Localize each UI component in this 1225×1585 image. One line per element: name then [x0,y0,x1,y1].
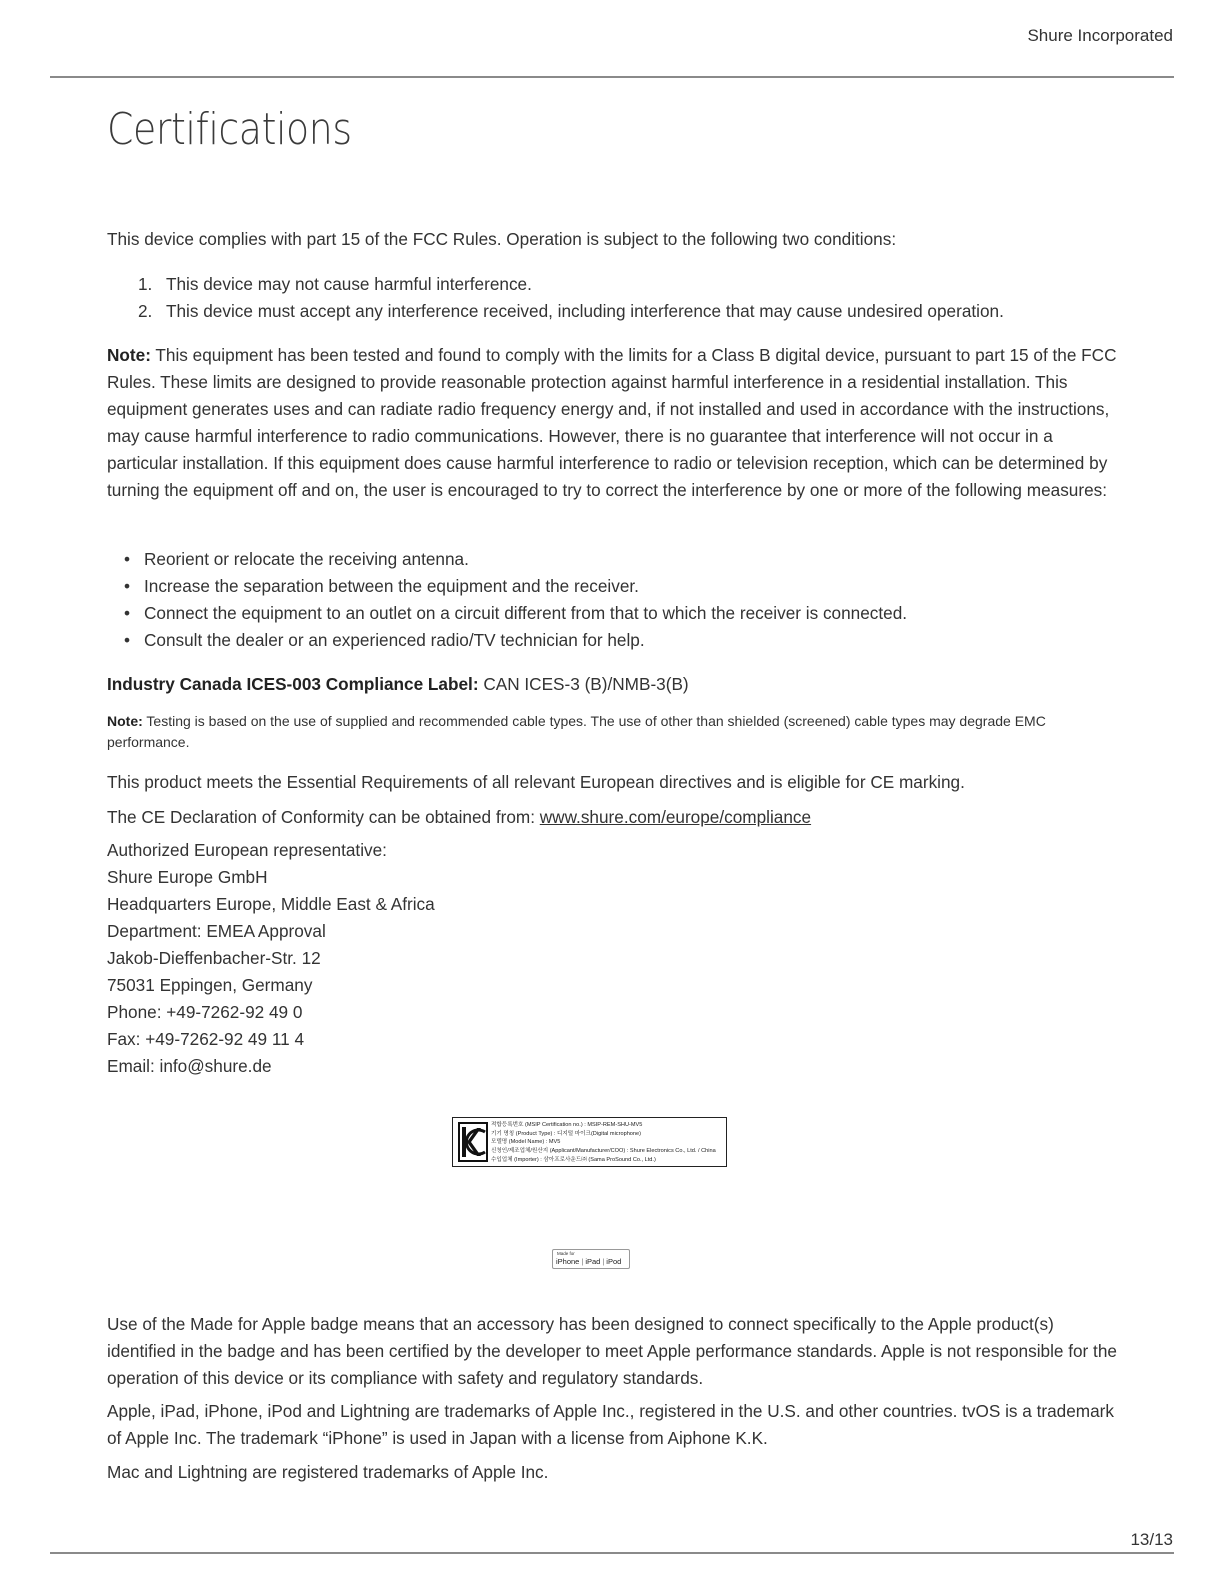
address-line: Department: EMEA Approval [107,921,326,941]
note-text: Testing is based on the use of supplied and recommended cable types. The use of other than shielded (screened) cable types may degrade EMC performance. [107,713,1046,750]
mfi-disclaimer: Use of the Made for Apple badge means that an accessory has been designed to connect specifically to the Apple product(s) identified in the badge and has been certified by the developer to meet Apple performance standards. Apple is not responsible for the operation of this device or its compliance with safety and regulatory standards. [107,1314,1117,1388]
header-company-name: Shure Incorporated [1027,26,1173,45]
mfi-product: iPod [606,1257,622,1266]
mfi-separator: | [581,1257,584,1266]
list-item [107,600,907,627]
page-title: Certifications [107,104,352,155]
mfi-products [556,1257,621,1267]
address-line: Fax: +49-7262-92 49 11 4 [107,1029,305,1049]
note-label: Note: [107,713,143,729]
ic-label-value: CAN ICES-3 (B)/NMB-3(B) [483,674,689,694]
mfi-separator: | [602,1257,605,1266]
list-number: 1. [138,274,153,294]
fcc-intro: This device complies with part 15 of the FCC Rules. Operation is subject to the following two conditions: [107,229,897,249]
mfi-product: iPad [585,1257,601,1266]
address-line: Authorized European representative: [107,840,387,860]
mfi-product: iPhone [556,1257,580,1266]
fcc-note [107,342,1119,504]
note-label: Note: [107,345,151,365]
list-item-text: Reorient or relocate the receiving antenna. [144,549,469,569]
list-item [107,573,907,600]
list-item [107,627,907,654]
list-item [107,298,1004,325]
kc-label-text [491,1121,716,1165]
address-line: Phone: +49-7262-92 49 0 [107,1002,303,1022]
eu-representative-address [107,837,435,1080]
registered-trademark-notice: Mac and Lightning are registered trademarks of Apple Inc. [107,1462,549,1482]
kc-line: 신청인/제조업체/원산지 (Applicant/Manufacturer/COO) : Shure Electronics Co., Ltd. / China [491,1148,716,1155]
ce-statement: This product meets the Essential Requirements of all relevant European directives and is eligible for CE marking. [107,772,965,792]
list-item [107,271,1004,298]
bullet-marker: • [124,576,131,596]
measures-list [107,546,907,654]
address-line: Shure Europe GmbH [107,867,268,887]
list-item-text: This device may not cause harmful interference. [166,274,532,294]
ic-label-title: Industry Canada ICES-003 Compliance Label: [107,674,479,694]
kc-certification-label [452,1117,727,1167]
trademark-notice: Apple, iPad, iPhone, iPod and Lightning are trademarks of Apple Inc., registered in the U.S. and other countries. tvOS is a trademark of Apple Inc. The trademark “iPhone” is used in Japan with a license from Aiphone K.K. [107,1401,1114,1448]
header-divider [50,76,1174,78]
cable-note [107,711,1119,753]
kc-mark-icon [458,1122,488,1162]
address-line: Jakob-Dieffenbacher-Str. 12 [107,948,321,968]
kc-line: 적합등록번호 (MSIP Certification no.) : MSIP-REM-SHU-MV5 [491,1122,643,1128]
address-line: 75031 Eppingen, Germany [107,975,313,995]
list-item-text: Consult the dealer or an experienced radio/TV technician for help. [144,630,645,650]
bullet-marker: • [124,630,131,650]
fcc-conditions-list [107,271,1004,325]
page-number: 13/13 [1130,1530,1173,1549]
bullet-marker: • [124,549,131,569]
address-line: Email: info@shure.de [107,1056,272,1076]
list-item [107,546,907,573]
note-text: This equipment has been tested and found to comply with the limits for a Class B digital device, pursuant to part 15 of the FCC Rules. These limits are designed to provide reasonable protection against harmful interference in a residential installation. This equipment generates uses and can radiate radio frequency energy and, if not installed and used in accordance with the instructions, may cause harmful interference to radio communications. However, there is no guarantee that interference will not occur in a particular installation. If this equipment does cause harmful interference to radio or television reception, which can be determined by turning the equipment off and on, the user is encouraged to try to correct the interference by one or more of the following measures: [107,345,1117,500]
list-item-text: This device must accept any interference received, including interference that may cause undesired operation. [166,301,1004,321]
compliance-link[interactable]: www.shure.com/europe/compliance [539,807,812,827]
list-item-text: Increase the separation between the equipment and the receiver. [144,576,639,596]
bullet-marker: • [124,603,131,623]
kc-line: 기기 명칭 (Product Type) : 디지털 마이크(Digital microphone) [491,1130,641,1137]
footer-divider [50,1552,1174,1554]
list-number: 2. [138,301,153,321]
list-item-text: Connect the equipment to an outlet on a circuit different from that to which the receiver is connected. [144,603,908,623]
ce-declaration-text: The CE Declaration of Conformity can be obtained from: [107,807,535,827]
mfi-made-for: Made for [557,1251,575,1256]
industry-canada-label [107,671,689,698]
kc-line: 수입업체 (Importer) : 삼아프로사운드㈜ (Sama ProSound Co., Ltd.) [491,1156,656,1163]
made-for-apple-badge [552,1249,630,1269]
ce-declaration [107,804,811,831]
address-line: Headquarters Europe, Middle East & Africa [107,894,435,914]
kc-line: 모델명 (Model Name) : MV5 [491,1139,561,1146]
